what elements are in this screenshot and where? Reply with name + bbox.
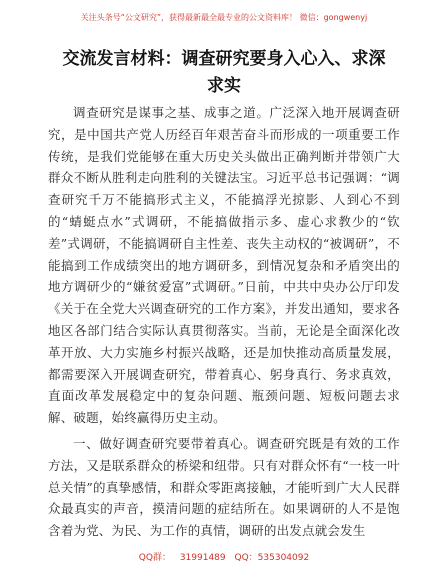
header-note: 关注头条号“公文研究”，获得最新最全最专业的公文资料库！ 微信：gongwenyj [80, 13, 368, 22]
document-title: 交流发言材料：调查研究要身入心入、求深求实 [62, 49, 386, 96]
body-paragraph: 调查研究是谋事之基、成事之道。广泛深入地开展调查研究，是中国共产党人历经百年艰苦奋斗而形成的一项重要工作传统，是我们党能够在重大历史关头做出正确判断并带领广大群众不断从胜利走向胜利的关键法宝。习近平总书记强调：“调查研究千万不能搞形式主义，不能搞浮光掠影、人到心不到的“蜻蜓点水”式调研，不能搞做指示多、虚心求教少的“钦差”式调研，不能搞调研自主性差、丧失主动权的“被调研”，不能搞到工作成绩突出的地方调研多，到情况复杂和矛盾突出的地方调研少的“嫌贫爱富”式调研。”日前，中共中央办公厅印发《关于在全党大兴调查研究的工作方案》，并发出通知，要求各地区各部门结合实际认真贯彻落实。当前，无论是全面深化改革开放、大力实施乡村振兴战略，还是加快推动高质量发展，都需要深入开展调查研究，带着真心、躬身真行、务求真效，直面改革发展稳定中的复杂问题、瓶颈问题、短板问题去求解、破题，始终赢得历史主动。 [48, 105, 400, 426]
document-body [48, 102, 400, 542]
body-paragraph: 一、做好调查研究要带着真心。调查研究既是有效的工作方法，又是联系群众的桥梁和纽带。只有对群众怀有“一枝一叶总关情”的真挚感情，和群众零距离接触，才能听到广大人民群众最真实的声音，摸清问题的症结所在。如果调研的人不是饱含着为党、为民、为工作的真情，调研的出发点就会发生 [48, 435, 400, 539]
footer-note: QQ群： 31991489 QQ：535304092 [138, 553, 310, 563]
